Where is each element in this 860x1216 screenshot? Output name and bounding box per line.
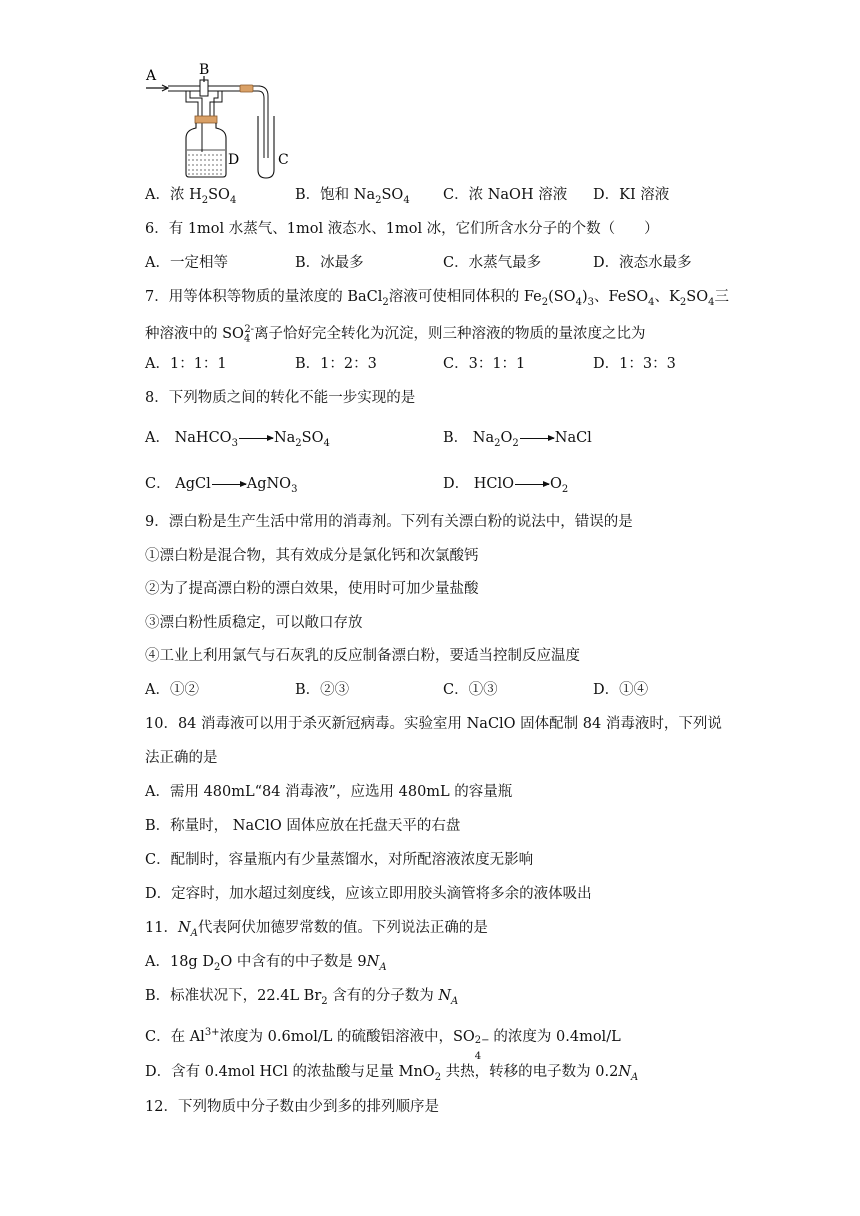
q10-option-b: B．称量时， NaClO 固体应放在托盘天平的右盘	[145, 818, 461, 834]
q9-option-b: B．②③	[295, 682, 350, 698]
text: D．含有 0.4mol HCl 的浓盐酸与足量 MnO	[145, 1064, 435, 1080]
q10-option-d: D．定容时，加水超过刻度线，应该立即用胶头滴管将多余的液体吸出	[145, 886, 592, 902]
subscript: 2	[295, 437, 302, 449]
q5-option-a	[145, 185, 236, 211]
subscript: 2	[201, 194, 209, 206]
subscript: A	[379, 961, 387, 973]
subscript: 2	[561, 483, 569, 495]
q9-item-1: ①漂白粉是混合物，其有效成分是氯化钙和次氯酸钙	[145, 548, 479, 564]
q6-stem: 6．有 1mol 水蒸气、1mol 液态水、1mol 冰，它们所含水分子的个数（ ）	[145, 221, 659, 237]
subscript: 2	[679, 296, 687, 308]
subscript: 4	[403, 194, 410, 206]
subscript: 4	[474, 1050, 482, 1062]
q6-option-b: B．冰最多	[295, 255, 364, 271]
text: 离子恰好完全转化为沉淀，则三种溶液的物质的量浓度之比为	[254, 325, 646, 342]
text: 、FeSO	[594, 289, 649, 305]
option-letter: D．	[443, 476, 470, 492]
label-a: A	[146, 68, 157, 84]
text: 浓度为 0.6mol/L 的硫酸铝溶液中，SO	[219, 1028, 475, 1045]
option-text: SO	[381, 187, 404, 203]
q9-option-a: A．①②	[145, 682, 199, 698]
formula: NaHCO	[174, 430, 232, 446]
formula: Na	[273, 430, 296, 446]
text: )	[581, 289, 588, 305]
q8-option-a	[145, 428, 330, 454]
text: 含有的分子数为	[327, 988, 439, 1004]
q10-stem-line2: 法正确的是	[145, 750, 218, 766]
formula: HClO	[473, 476, 515, 492]
option-letter: C．	[145, 476, 171, 492]
option-text: SO	[208, 187, 230, 203]
subscript: 3	[587, 296, 594, 308]
symbol: N	[438, 988, 452, 1004]
q7-option-a: A．1：1：1	[145, 356, 227, 372]
text: O 中含有的中子数是 9	[220, 954, 367, 970]
option-text: 浓 NaOH 溶液	[468, 187, 568, 203]
subscript: 2	[213, 961, 221, 973]
subscript: A	[190, 927, 198, 939]
text: C．在 Al	[145, 1028, 205, 1045]
superscript: 3+	[204, 1027, 220, 1038]
option-letter: D．	[593, 187, 620, 203]
q11-stem	[145, 918, 488, 944]
formula: O	[550, 476, 562, 492]
q8-stem: 8．下列物质之间的转化不能一步实现的是	[145, 390, 416, 406]
subscript: 2	[434, 1071, 442, 1083]
formula: AgNO	[246, 476, 292, 492]
label-c: C	[278, 152, 289, 168]
text: 溶液可使相同体积的 Fe	[388, 289, 542, 305]
q11-option-c	[145, 1023, 621, 1062]
subscript: 2	[512, 437, 519, 449]
formula: AgCl	[175, 476, 211, 492]
subscript: A	[451, 995, 459, 1007]
subscript: 4	[323, 437, 330, 449]
text: A．18g D	[145, 954, 214, 970]
question-number: 11．	[145, 920, 178, 936]
q7-option-b: B．1：2：3	[295, 356, 377, 372]
subscript: 4	[243, 333, 251, 345]
formula: Na	[472, 430, 495, 446]
reaction-arrow-icon	[520, 438, 554, 439]
formula: O	[500, 430, 513, 446]
subscript: 4	[648, 296, 655, 308]
q5-option-d	[593, 185, 669, 205]
subscript: 2	[321, 995, 328, 1007]
q5-option-c	[443, 185, 567, 205]
symbol: N	[177, 920, 191, 936]
label-d: D	[228, 152, 240, 168]
q7-option-d: D．1：3：3	[593, 356, 676, 372]
subscript: 3	[231, 437, 238, 449]
superscript: 2−	[474, 1034, 490, 1046]
q8-option-b	[443, 428, 592, 454]
option-text: KI 溶液	[619, 187, 670, 203]
q11-option-b	[145, 986, 458, 1012]
gas-washing-apparatus-figure	[140, 58, 310, 180]
option-text: 浓 H	[169, 187, 202, 203]
reaction-arrow-icon	[212, 484, 246, 485]
text: 7．用等体积等物质的量浓度的 BaCl	[145, 289, 383, 305]
q11-option-d	[145, 1062, 638, 1088]
subscript: 2	[541, 296, 549, 308]
text: 、K	[654, 289, 680, 305]
reaction-arrow-icon	[515, 484, 549, 485]
q12-stem: 12．下列物质中分子数由少到多的排列顺序是	[145, 1099, 439, 1115]
q7-stem-line2	[145, 320, 646, 350]
q10-stem-line1: 10．84 消毒液可以用于杀灭新冠病毒。实验室用 NaClO 固体配制 84 消毒液时，下列说	[145, 716, 722, 732]
superscript: 2-	[244, 324, 255, 335]
q10-option-c: C．配制时，容量瓶内有少量蒸馏水，对所配溶液浓度无影响	[145, 852, 534, 868]
subscript: 2	[382, 296, 389, 308]
text: SO	[686, 289, 709, 305]
option-letter: B．	[295, 187, 321, 203]
q9-stem: 9．漂白粉是生产生活中常用的消毒剂。下列有关漂白粉的说法中，错误的是	[145, 514, 633, 530]
reaction-arrow-icon	[239, 438, 273, 439]
q7-option-c: C．3：1：1	[443, 356, 526, 372]
subscript: 4	[575, 296, 582, 308]
option-letter: C．	[443, 187, 469, 203]
subscript: 3	[291, 483, 298, 495]
q7-stem-line1	[145, 287, 729, 313]
q9-item-3: ③漂白粉性质稳定，可以敞口存放	[145, 615, 363, 631]
q9-option-d: D．①④	[593, 682, 649, 698]
q6-option-d: D．液态水最多	[593, 255, 692, 271]
option-letter: B．	[443, 430, 469, 446]
subscript: 2	[375, 194, 382, 206]
q10-option-a: A．需用 480mL“84 消毒液”，应选用 480mL 的容量瓶	[145, 784, 513, 800]
text: 三	[714, 289, 729, 305]
formula: SO	[301, 430, 324, 446]
q8-option-d	[443, 474, 568, 500]
symbol: N	[618, 1064, 632, 1080]
subscript: 4	[229, 194, 237, 206]
subscript: 4	[708, 296, 715, 308]
text: 的浓度为 0.4mol/L	[488, 1028, 621, 1045]
q5-option-b	[295, 185, 410, 211]
text: 种溶液中的 SO	[145, 325, 244, 342]
symbol: N	[366, 954, 380, 970]
subscript: A	[631, 1071, 639, 1083]
q9-item-4: ④工业上利用氯气与石灰乳的反应制备漂白粉，要适当控制反应温度	[145, 648, 580, 664]
text: (SO	[548, 289, 576, 305]
option-text: 饱和 Na	[320, 187, 376, 203]
text: 共热，转移的电子数为 0.2	[441, 1064, 619, 1080]
option-letter: A．	[145, 430, 170, 446]
option-letter: A．	[145, 187, 170, 203]
q6-option-a: A．一定相等	[145, 255, 228, 271]
subscript: 2	[494, 437, 501, 449]
label-b: B	[199, 62, 210, 78]
q6-option-c: C．水蒸气最多	[443, 255, 542, 271]
formula: NaCl	[554, 430, 592, 446]
text: 代表阿伏加德罗常数的值。下列说法正确的是	[197, 920, 488, 936]
q11-option-a	[145, 952, 387, 978]
q8-option-c	[145, 474, 297, 500]
q9-option-c: C．①③	[443, 682, 498, 698]
q9-item-2: ②为了提高漂白粉的漂白效果，使用时可加少量盐酸	[145, 581, 479, 597]
text: B．标准状况下，22.4L Br	[145, 988, 322, 1004]
